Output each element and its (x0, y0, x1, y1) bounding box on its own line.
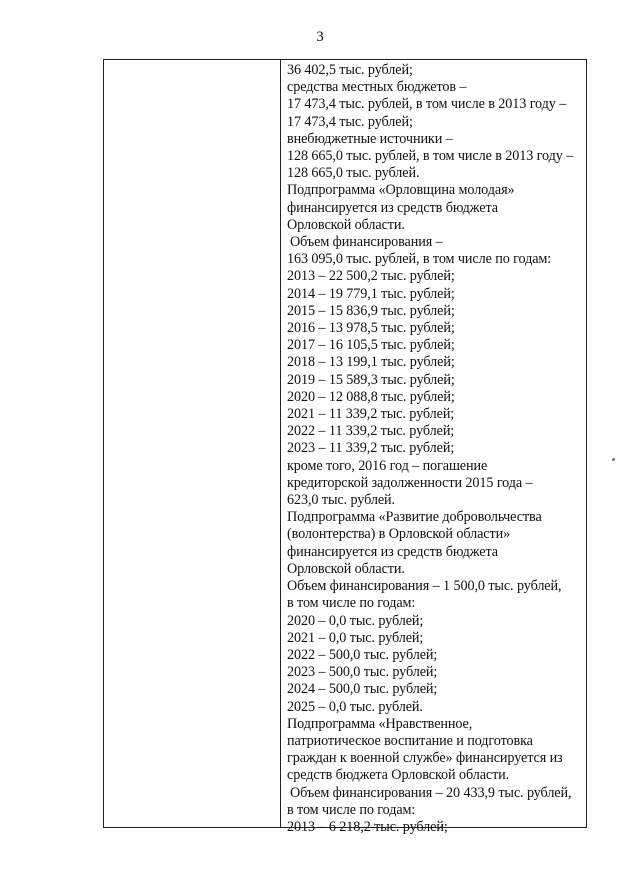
text-line: 128 665,0 тыс. рублей, в том числе в 2013 году – (287, 148, 574, 165)
year-line: 2015 – 15 836,9 тыс. рублей; (287, 302, 455, 319)
text-line: 163 095,0 тыс. рублей, в том числе по годам: (287, 251, 552, 268)
text-line: Объем финансирования – (290, 234, 443, 251)
column-divider (280, 59, 281, 828)
text-line: 17 473,4 тыс. рублей; (287, 113, 413, 130)
year-line: 2022 – 11 339,2 тыс. рублей; (287, 423, 455, 440)
page-number: 3 (316, 29, 324, 45)
text-line: Орловской области. (287, 216, 405, 233)
year-line: 2018 – 13 199,1 тыс. рублей; (287, 354, 455, 371)
text-line: кредиторской задолженности 2015 года – (287, 474, 533, 491)
year-line: 2021 – 11 339,2 тыс. рублей; (287, 406, 455, 423)
text-line: внебюджетные источники – (287, 130, 453, 147)
year-line: 2025 – 0,0 тыс. рублей. (287, 698, 423, 715)
text-line: 128 665,0 тыс. рублей. (287, 165, 420, 182)
text-line: 36 402,5 тыс. рублей; (287, 62, 413, 78)
text-line: финансируется из средств бюджета (287, 543, 498, 560)
subprogram-heading: Подпрограмма «Развитие добровольчества (287, 509, 542, 526)
financing-table (103, 59, 587, 835)
text-line: в том числе по годам: (287, 801, 416, 818)
text-line: в том числе по годам: (287, 595, 416, 612)
year-line: 2022 – 500,0 тыс. рублей; (287, 646, 438, 663)
year-line: 2021 – 0,0 тыс. рублей; (287, 629, 424, 646)
text-line: средств бюджета Орловской области. (287, 767, 510, 784)
year-line: 2023 – 11 339,2 тыс. рублей; (287, 440, 455, 457)
text-line: (волонтерства) в Орловской области» (287, 526, 511, 543)
text-line: патриотическое воспитание и подготовка (287, 732, 533, 749)
subprogram-heading: Подпрограмма «Нравственное, (287, 715, 473, 732)
text-line: граждан к военной службе» финансируется из (287, 750, 563, 767)
text-line: Орловской области. (287, 560, 405, 577)
text-line: 623,0 тыс. рублей. (287, 492, 395, 509)
text-line: 17 473,4 тыс. рублей, в том числе в 2013 году – (287, 96, 567, 113)
year-line: 2020 – 12 088,8 тыс. рублей; (287, 388, 455, 405)
text-line: Объем финансирования – 1 500,0 тыс. рублей, (287, 578, 562, 595)
year-line: 2013 – 22 500,2 тыс. рублей; (287, 268, 455, 285)
year-line: 2017 – 16 105,5 тыс. рублей; (287, 337, 455, 354)
year-line: 2013 – 6 218,2 тыс. рублей; (287, 818, 448, 835)
text-line: финансируется из средств бюджета (287, 199, 498, 216)
year-line: 2016 – 13 978,5 тыс. рублей; (287, 320, 455, 337)
text-line: Объем финансирования – 20 433,9 тыс. рублей, (290, 784, 572, 801)
text-line: средства местных бюджетов – (287, 79, 467, 96)
year-line: 2019 – 15 589,3 тыс. рублей; (287, 371, 455, 388)
year-line: 2014 – 19 779,1 тыс. рублей; (287, 285, 455, 302)
right-cell (287, 62, 592, 836)
year-line: 2023 – 500,0 тыс. рублей; (287, 664, 438, 681)
year-line: 2020 – 0,0 тыс. рублей; (287, 612, 424, 629)
subprogram-heading: Подпрограмма «Орловщина молодая» (287, 182, 515, 199)
scan-speck (612, 458, 615, 461)
year-line: 2024 – 500,0 тыс. рублей; (287, 681, 438, 698)
text-line: кроме того, 2016 год – погашение (287, 457, 488, 474)
